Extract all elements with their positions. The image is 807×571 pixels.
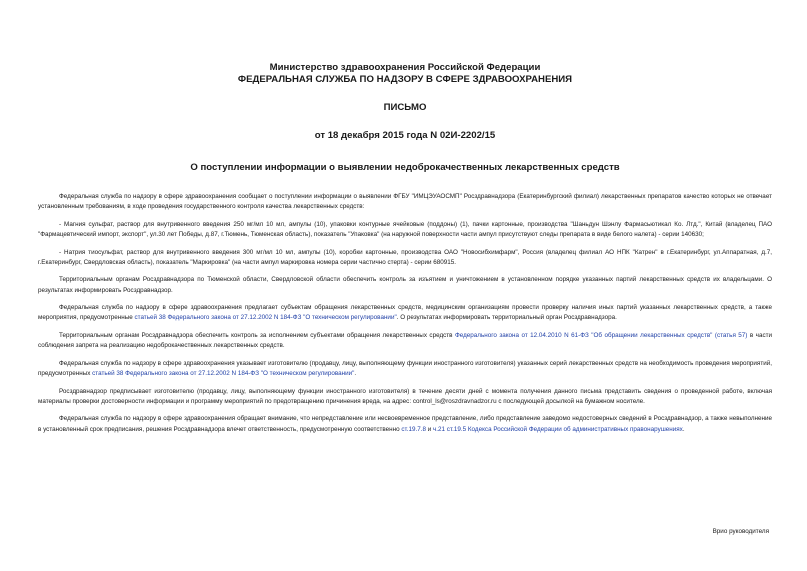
document-type: ПИСЬМО [383,102,427,113]
text: и [425,425,434,433]
text: . [354,369,357,377]
text: Федеральная служба по надзору в сфере здравоохранения указывает изготовителю (продавцу, лицу, выполняющему функции иностранного изготовителя) указанных серий лекарственных средств на необходимость проведения мероприятий, предусмотренных [38,359,772,377]
text: Федеральная служба по надзору в сфере здравоохранения обращает внимание, что непредставление или несвоевременное представление, либо представление заведомо недостоверных сведений в Росздравнадзор, а также невыполнение в установленный срок предписания, решения Росздравнадзора влечет ответственность, предусмотренную соответственно [38,415,772,433]
text: Территориальным органам Росздравнадзора обеспечить контроль за исполнением субъектами обращения лекарственных средств [59,331,455,339]
paragraph-item-sodium: - Натрия тиосульфат, раствор для внутривенного введения 300 мг/мл 10 мл, ампулы (10), коробки картонные, производства ОАО "Новосибхимфарм", Россия (владелец филиал АО НПК "Катрен" в г.Екатеринбург, ул.Аппаратная, д.7, г.Екатеринбург, Свердловская область), показатель "Маркировка" (на части ампул маркировка номера серии частично стерта) - серии 680915. [38,248,772,266]
ministry-name: Министерство здравоохранения Российской Федерации [269,62,541,73]
paragraph-territorial-control: Территориальным органам Росздравнадзора по Тюменской области, Свердловской области обеспечить контроль за изъятием и уничтожением в установленном порядке указанных партий лекарственных средств их владельцами. О результатах информировать Росздравнадзор. [38,276,772,294]
law-link-61-fz[interactable]: Федерального закона от 12.04.2010 N 61-ФЗ "Об обращении лекарственных средств" (статья 57) [454,331,748,339]
signature-line: Врио руководителя [712,528,769,535]
text: в части соблюдения запрета на реализацию недоброкачественных лекарственных средств. [38,331,772,350]
document-title: О поступлении информации о выявлении недоброкачественных лекарственных средств [190,162,620,173]
paragraph-enforcement [38,331,772,351]
service-name: ФЕДЕРАЛЬНАЯ СЛУЖБА ПО НАДЗОРУ В СФЕРЕ ЗДРАВООХРАНЕНИЯ [237,74,573,85]
paragraph-item-magnesium: - Магния сульфат, раствор для внутривенного введения 250 мг/мл 10 мл, ампулы (10), упаковки контурные ячейковые (поддоны) (1), пачки картонные, производства "Шаньдун Шэнлу Фармасьютикал Ко. Лтд.", Китай (владелец ПАО "Фармацевтический импорт, экспорт", ул.30 лет Победы, д.87, г.Тюмень, Тюменская область), показатель "Упаковка" (на наружной поверхности части ампул присутствуют следы препарата в виде белого налета) - серии 140630; [38,220,772,238]
paragraph-subjects-check [38,303,772,323]
law-link-19-5[interactable]: ч.21 ст.19.5 Кодекса Российской Федерации об административных правонарушениях [433,425,683,433]
document-date-number: от 18 декабря 2015 года N 02И-2202/15 [314,130,496,141]
law-link-19-7-8[interactable]: ст.19.7.8 [401,425,426,433]
text: Федеральная служба по надзору в сфере здравоохранения предлагает субъектам обращения лекарственных средств, медицинским организациям провести проверку наличия иных партий указанных лекарственных средств, а также мероприятия, предусмотренные [38,304,772,322]
paragraph-prescription: Росздравнадзор предписывает изготовителю (продавцу, лицу, выполняющему функции иностранного изготовителя) в течение десяти дней с момента получения данного письма представить сведения о проведенной работе, включая материалы проверки достоверности информации и программу мероприятий по предотвращению причинения вреда, на адрес: control_ls@roszdravnadzor.ru с последующей досылкой на бумажном носителе. [38,387,772,405]
paragraph-intro: Федеральная служба по надзору в сфере здравоохранения сообщает о поступлении информации о выявлении ФГБУ "ИМЦЭУАОСМП" Росздравнадзора (Екатеринбургский филиал) лекарственных препаратов качество которых не отвечает установленным требованиям, в ходе проведения государственного контроля качества лекарственных средств: [38,193,772,211]
document-page [38,62,772,442]
text: . [682,425,685,433]
text: . О результатах информировать территориальный орган Росздравнадзора. [396,314,617,322]
law-link-article-38[interactable]: статьей 38 Федерального закона от 27.12.2002 N 184-ФЗ "О техническом регулировании" [134,314,397,322]
law-link-article-38-second[interactable]: статьей 38 Федерального закона от 27.12.2002 N 184-ФЗ "О техническом регулировании" [92,369,355,377]
paragraph-manufacturer [38,359,772,379]
paragraph-liability [38,414,772,434]
